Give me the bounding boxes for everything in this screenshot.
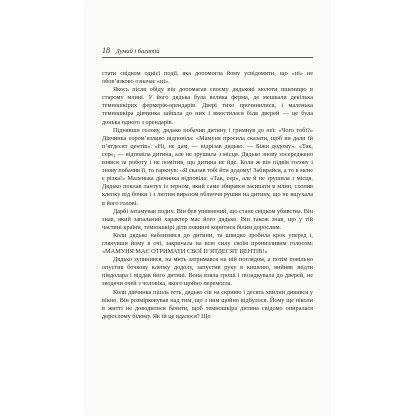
- page-number: 18: [102, 46, 110, 55]
- running-title: Думай і багатій: [115, 48, 160, 55]
- paragraph: Дядько зупинився, на мить затримався на ній поглядом, а потім повільно опустив бочкову клепку додолу, запустив руку в кишеню, вийняв звідти півдолара і віддав його дитині. Вона взяла гроші і позадкувала до дверей, не зводячи очей з чоловіка, якого щойно перемогла.: [102, 256, 313, 288]
- paragraph: Коли дівчинка пішла геть, дядько сів на скриню і десять хвилин дивився у вікно. Він розмірковував над тим, що з ним щойно відбулося. Йому ще ніколи в житті не доводилося бачити, щоб темношкіра дитина свідомо опиралася дорослому білому. Як їй це вдалося? Що: [102, 288, 313, 320]
- paragraph: Коли дядько наблизився до дитини, та швидко зробила крок уперед і, глянувши йому в очі, закричала на всю силу своїм пронизливим голосом: «МАМУНЯ МАЄ ОТРИМАТИ СВОЇ П’ЯТДЕСЯТ ЦЕНТІВ!»: [102, 231, 313, 256]
- paragraph: стати свідком однієї події, яка допомогла йому усвідомити, що «ні» не обов’язково означає «ні».: [102, 70, 313, 86]
- paragraph: Піднявши голову, дядько побачив дитину і гримнув до неї: «Чого тобі?» Дівчинка сором’язливо відповіла: «Мамуня просила сказати, щоб ви дали їй п’ятдесят центів». «Ні, не дам, — відрізав дядько. — Біжи додому». «Так, сер», — відповіла дитина, але не зрушила з місця. Дядько знову зосереджено взявся за роботу і не помітив, що дитина не йде. Коли ж він підвів голову і знову побачив її, то гаркнув: «Я сказав тобі йти додому! Забирайся, а то в мене є різка!» Маленька дівчинка відповіла: «Так, сер», але й не зрушила з місця. Дядько поклав лантух із зерном, який саме збирався засипати в млин, схопив клепку від бочки і з лютим виразом обличчя рушив на дитину, що не вщухала в його голові.: [102, 126, 313, 207]
- page-body: [102, 70, 313, 321]
- paragraph: Якось після обіду він допомагав своєму дядькові молоти пшеницю в старому млині. У його дядька була велика ферма, де мешкали декілька темношкірих фермерів-орендарів. Двері тихо прочинилися, і маленька темношкіра дівчинка зайшла до них і вмостилася біля дверей — це була донька одного з орендарів.: [102, 86, 313, 126]
- paragraph: Дарбі затамував подих. Він був упевнений, що стане свідком убивства. Він знав, який запальний характер має його дядько. Він також знав, що у тій частині країни, темношкірі діти повинні коритися білим дорослим.: [102, 207, 313, 231]
- page-header: [102, 46, 159, 55]
- header-rule: [102, 57, 313, 58]
